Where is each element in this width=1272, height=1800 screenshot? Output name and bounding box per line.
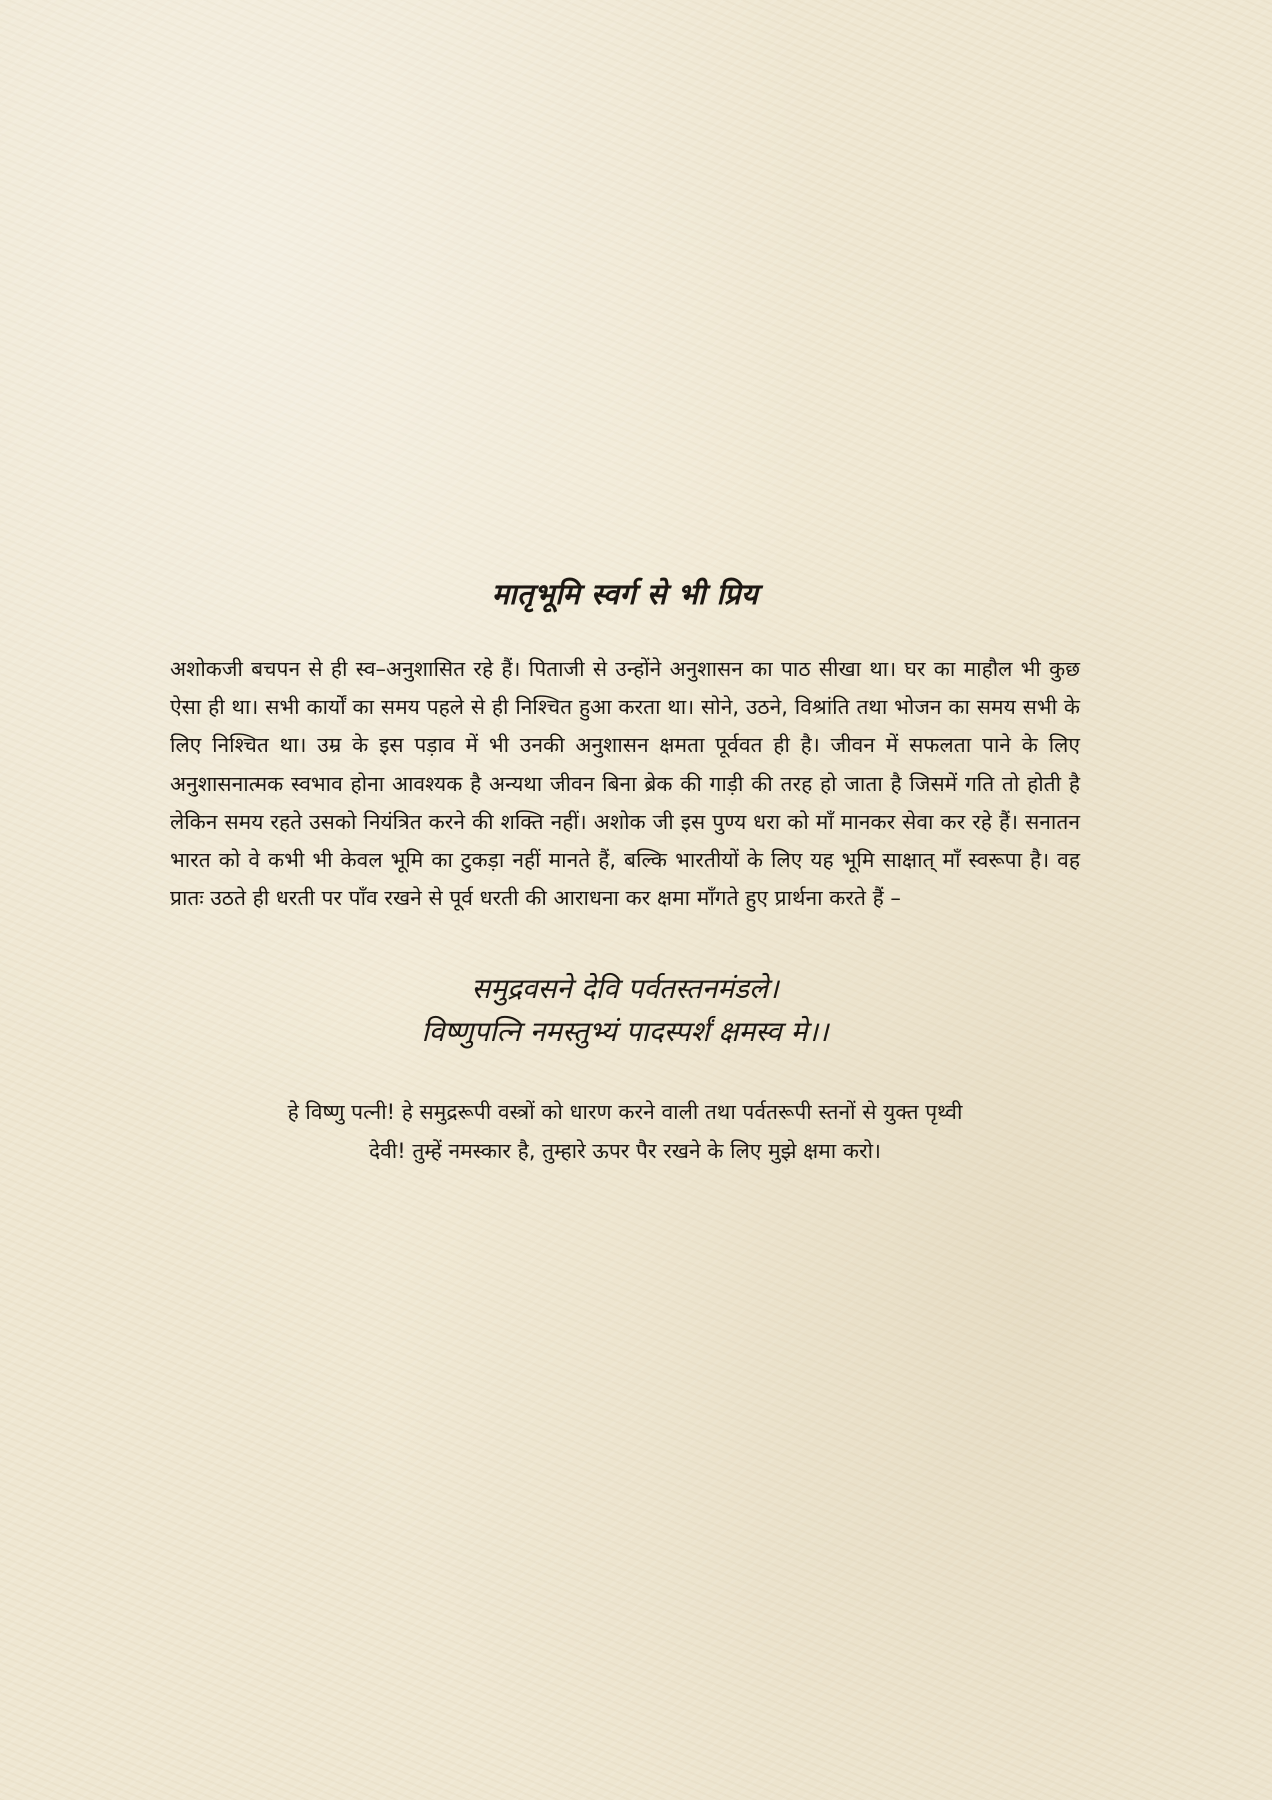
page-content <box>170 570 1080 1170</box>
shloka-line-2: विष्णुपत्नि नमस्तुभ्यं पादस्पर्शं क्षमस्व मे।। <box>421 1015 829 1049</box>
translation-line-1: हे विष्णु पत्नी! हे समुद्ररूपी वस्त्रों को धारण करने वाली तथा पर्वतरूपी स्तनों से युक्त पृथ्वी <box>287 1100 963 1125</box>
translation-line-2: देवी! तुम्हें नमस्कार है, तुम्हारे ऊपर पैर रखने के लिए मुझे क्षमा करो। <box>368 1138 882 1163</box>
body-paragraph: अशोकजी बचपन से ही स्व–अनुशासित रहे हैं। पिताजी से उन्होंने अनुशासन का पाठ सीखा था। घर का माहौल भी कुछ ऐसा ही था। सभी कार्यों का समय पहले से ही निश्चित हुआ करता था। सोने, उठने, विश्रांति तथा भोजन का समय सभी के लिए निश्चित था। उम्र के इस पड़ाव में भी उनकी अनुशासन क्षमता पूर्ववत ही है। जीवन में सफलता पाने के लिए अनुशासनात्मक स्वभाव होना आवश्यक है अन्यथा जीवन बिना ब्रेक की गाड़ी की तरह हो जाता है जिसमें गति तो होती है लेकिन समय रहते उसको नियंत्रित करने की शक्ति नहीं। अशोक जी इस पुण्य धरा को माँ मानकर सेवा कर रहे हैं। सनातन भारत को वे कभी भी केवल भूमि का टुकड़ा नहीं मानते हैं, बल्कि भारतीयों के लिए यह भूमि साक्षात् माँ स्वरूपा है। वह प्रातः उठते ही धरती पर पाँव रखने से पूर्व धरती की आराधना कर क्षमा माँगते हुए प्रार्थना करते हैं – <box>170 657 1080 911</box>
shloka-verse <box>170 967 1080 1053</box>
page-title: मातृभूमि स्वर्ग से भी प्रिय <box>491 577 759 611</box>
shloka-line-1: समुद्रवसने देवि पर्वतस्तनमंडले। <box>471 972 779 1006</box>
shloka-translation <box>170 1093 1080 1170</box>
